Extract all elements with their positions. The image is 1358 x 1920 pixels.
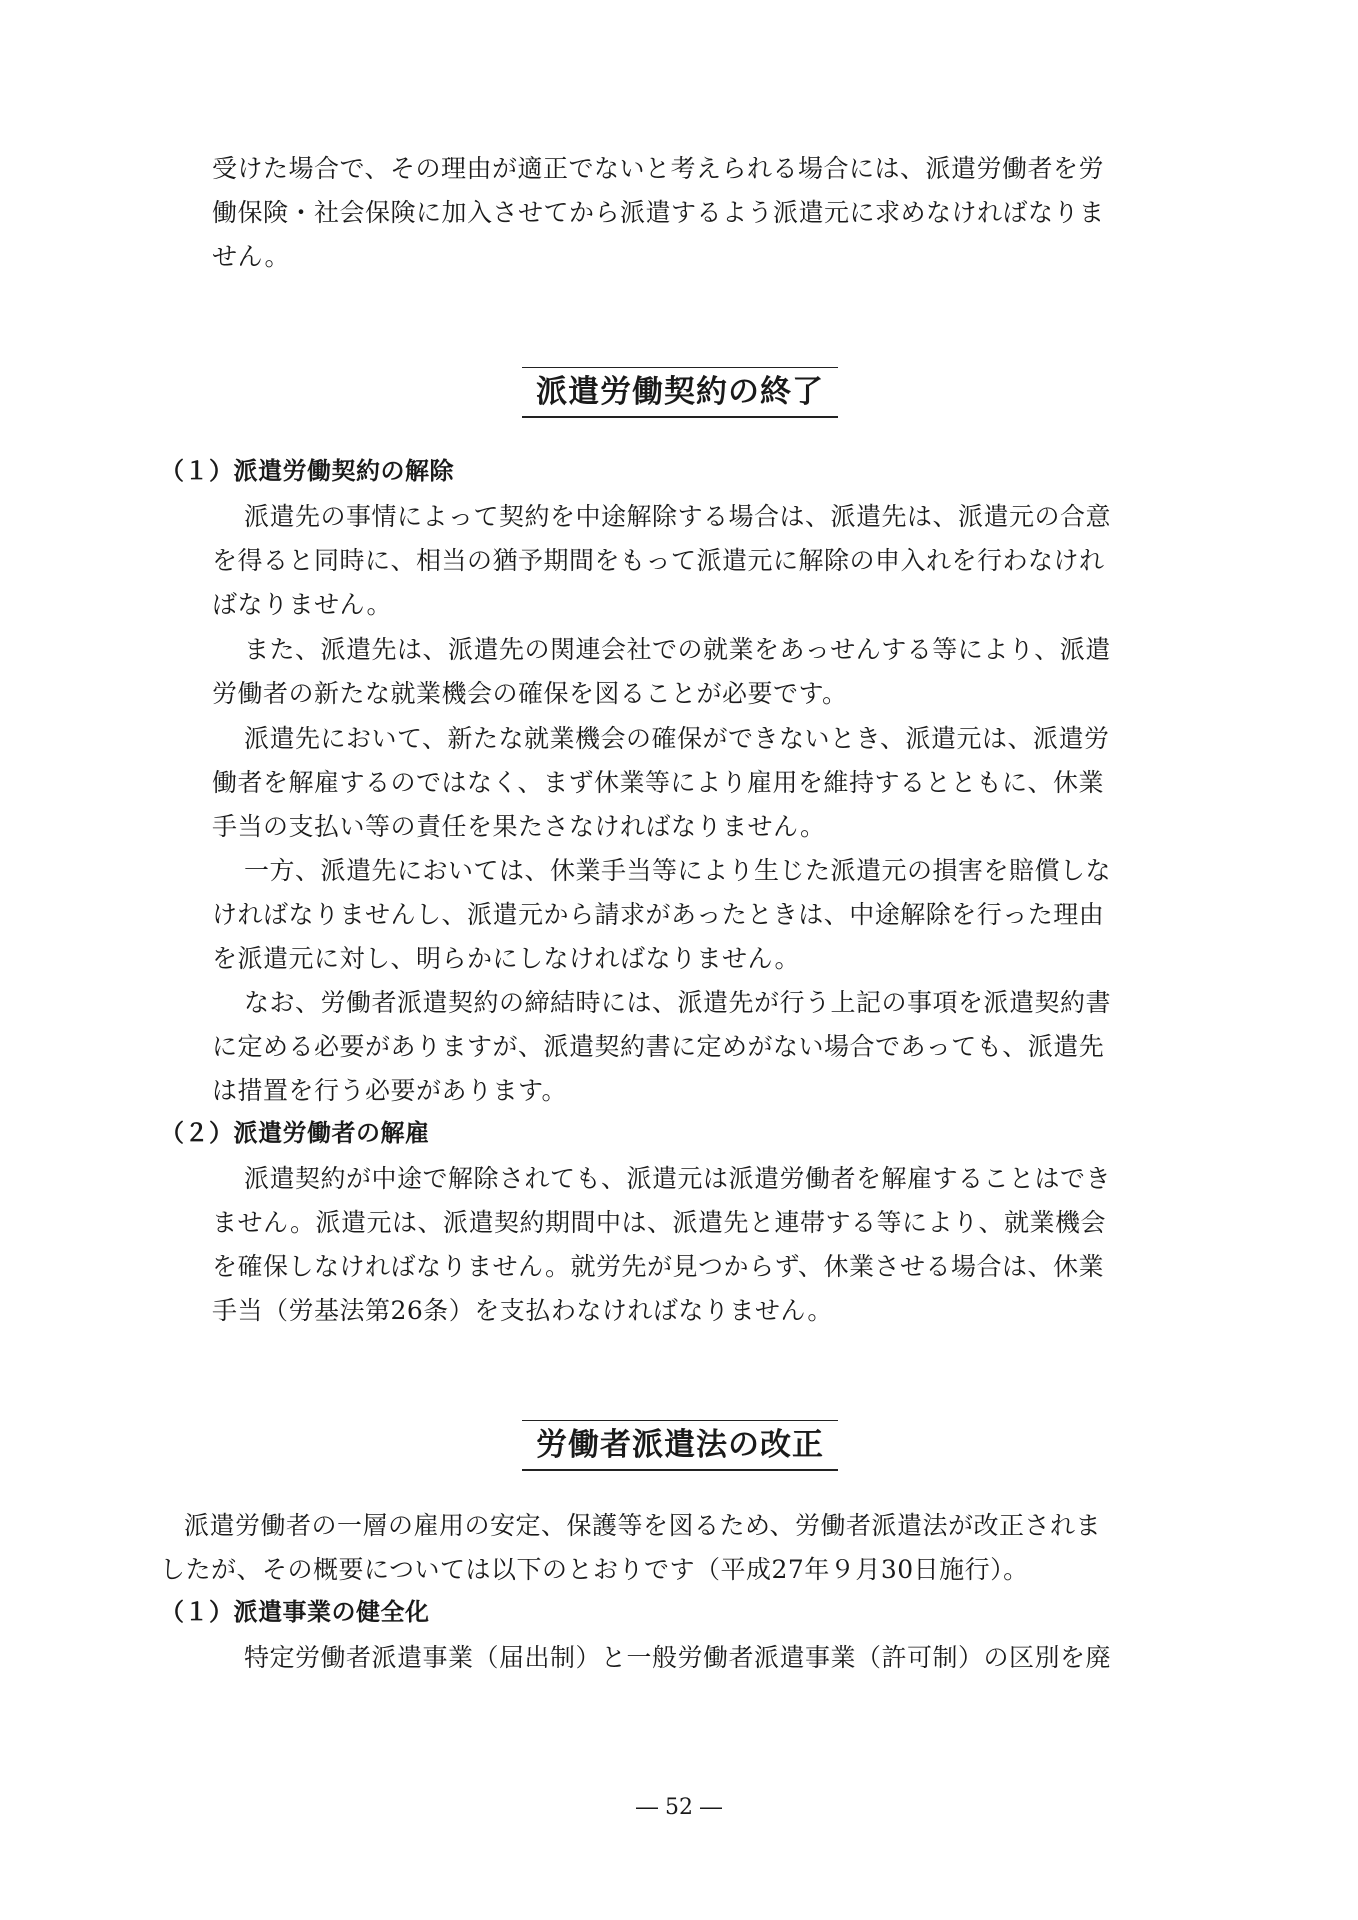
sub-heading-business-soundness: （１）派遣事業の健全化 <box>160 1598 430 1626</box>
text-line: を派遣元に対し、明らかにしなければなりません。 <box>212 944 801 973</box>
text-line: 労働者の新たな就業機会の確保を図ることが必要です。 <box>212 679 848 708</box>
text-line: 派遣先の事情によって契約を中途解除する場合は、派遣先は、派遣元の合意 <box>244 502 1112 531</box>
body-paragraph <box>212 849 1111 981</box>
body-paragraph <box>212 981 1111 1113</box>
page-number: ― 52 ― <box>636 1795 722 1820</box>
text-line: なお、労働者派遣契約の締結時には、派遣先が行う上記の事項を派遣契約書 <box>244 988 1112 1017</box>
text-line: 派遣契約が中途で解除されても、派遣元は派遣労働者を解雇することはでき <box>244 1164 1112 1193</box>
text-line: 派遣労働者の一層の雇用の安定、保護等を図るため、労働者派遣法が改正されま <box>184 1511 1102 1540</box>
section-title-law-amendment: 労働者派遣法の改正 <box>522 1420 838 1471</box>
sub-heading-contract-cancellation: （１）派遣労働契約の解除 <box>160 457 454 485</box>
text-line: は措置を行う必要があります。 <box>212 1076 568 1105</box>
text-line: ません。派遣元は、派遣契約期間中は、派遣先と連帯する等により、就業機会 <box>212 1208 1107 1237</box>
body-paragraph <box>212 628 1111 716</box>
section-title-contract-termination: 派遣労働契約の終了 <box>522 367 838 418</box>
text-line: ばなりません。 <box>212 590 393 619</box>
text-line: 手当（労基法第26条）を支払わなければなりません。 <box>212 1296 833 1325</box>
text-line: を得ると同時に、相当の猶予期間をもって派遣元に解除の申入れを行わなけれ <box>212 546 1105 575</box>
body-paragraph <box>212 1157 1111 1333</box>
text-line: せん。 <box>212 242 291 271</box>
text-line: ければなりませんし、派遣元から請求があったときは、中途解除を行った理由 <box>212 900 1105 929</box>
text-line: 派遣先において、新たな就業機会の確保ができないとき、派遣元は、派遣労 <box>244 724 1110 753</box>
text-line: 特定労働者派遣事業（届出制）と一般労働者派遣事業（許可制）の区別を廃 <box>244 1643 1112 1672</box>
text-line: したが、その概要については以下のとおりです（平成27年９月30日施行）。 <box>160 1555 1029 1584</box>
text-line: また、派遣先は、派遣先の関連会社での就業をあっせんする等により、派遣 <box>244 635 1111 664</box>
text-line: 手当の支払い等の責任を果たさなければなりません。 <box>212 812 826 841</box>
body-paragraph <box>212 1636 1111 1680</box>
text-line: に定める必要がありますが、派遣契約書に定めがない場合であっても、派遣先 <box>212 1032 1105 1061</box>
text-line: 働者を解雇するのではなく、まず休業等により雇用を維持するとともに、休業 <box>212 768 1105 797</box>
sub-heading-worker-dismissal: （２）派遣労働者の解雇 <box>160 1119 430 1147</box>
intro-paragraph <box>212 147 1105 279</box>
text-line: を確保しなければなりません。就労先が見つからず、休業させる場合は、休業 <box>212 1252 1105 1281</box>
text-line: 一方、派遣先においては、休業手当等により生じた派遣元の損害を賠償しな <box>244 856 1112 885</box>
text-line: 働保険・社会保険に加入させてから派遣するよう派遣元に求めなければなりま <box>212 198 1105 227</box>
body-paragraph <box>160 1504 1101 1592</box>
body-paragraph <box>212 717 1110 849</box>
text-line: 受けた場合で、その理由が適正でないと考えられる場合には、派遣労働者を労 <box>212 154 1105 183</box>
body-paragraph <box>212 495 1111 627</box>
